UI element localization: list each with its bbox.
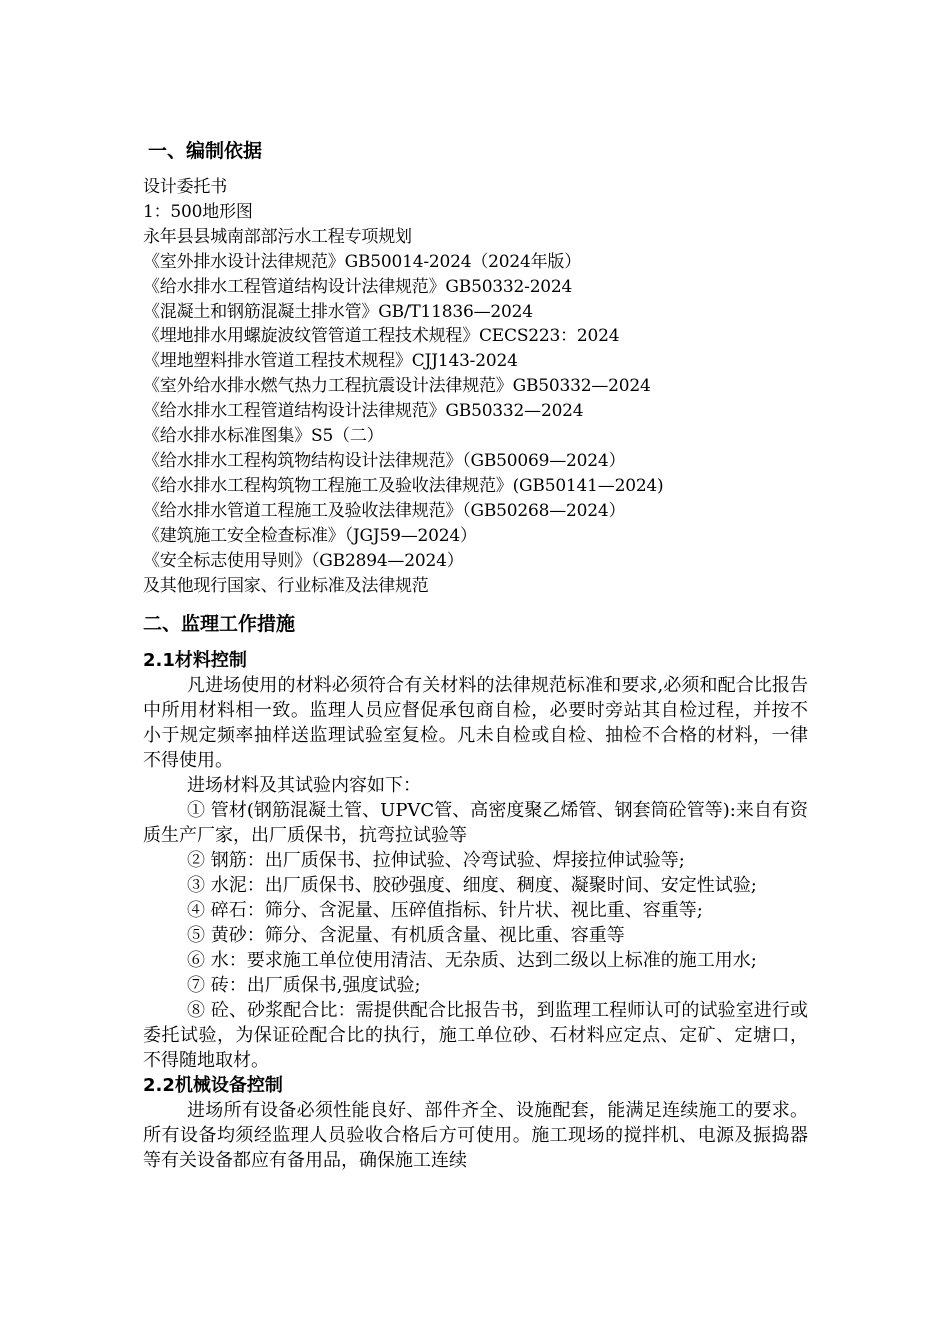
reference-item: 《给水排水标准图集》S5（二）: [143, 426, 384, 447]
reference-item: 《室外给水排水燃气热力工程抗震设计法律规范》GB50332—2024: [143, 376, 651, 397]
reference-item: 《给水排水工程构筑物结构设计法律规范》（GB50069—2024）: [143, 450, 626, 471]
list-item: ② 钢筋：出厂质保书、拉伸试验、冷弯试验、焊接拉伸试验等;: [187, 850, 685, 871]
list-item: ⑦ 砖：出厂质保书,强度试验;: [187, 975, 421, 996]
list-item: ④ 碎石：筛分、含泥量、压碎值指标、针片状、视比重、容重等;: [187, 900, 703, 921]
list-item: ⑧ 砼、砂浆配合比：需提供配合比报告书，到监理工程师认可的试验室进行或委托试验，为保证砼配合比的执行，施工单位砂、石材料应定点、定矿、定塘口，不得随地取材。: [143, 1000, 808, 1071]
list-item: ⑤ 黄砂：筛分、含泥量、有机质含量、视比重、容重等: [187, 925, 625, 946]
subsection-heading-materials: 2.1材料控制: [143, 650, 247, 671]
section2-heading: 二、监理工作措施: [143, 613, 296, 635]
reference-item: 《给水排水管道工程施工及验收法律规范》（GB50268—2024）: [143, 500, 626, 521]
reference-item: 《给水排水工程管道结构设计法律规范》GB50332—2024: [143, 401, 584, 422]
reference-item: 《给水排水工程管道结构设计法律规范》GB50332-2024: [143, 276, 573, 297]
reference-item: 《混凝土和钢筋混凝土排水管》GB/T11836—2024: [143, 301, 533, 322]
reference-item: 永年县县城南部部污水工程专项规划: [143, 226, 412, 247]
reference-item: 1：500地形图: [143, 201, 253, 222]
reference-item: 《室外排水设计法律规范》GB50014-2024（2024年版）: [143, 251, 582, 272]
reference-item: 《埋地排水用螺旋波纹管管道工程技术规程》CECS223：2024: [143, 326, 620, 347]
section1-heading: 一、编制依据: [148, 140, 263, 162]
list-item: ① 管材(钢筋混凝土管、UPVC管、高密度聚乙烯管、钢套筒砼管等):来自有资质生产厂家，出厂质保书，抗弯拉试验等: [143, 800, 808, 846]
list-item: ⑥ 水：要求施工单位使用清洁、无杂质、达到二级以上标准的施工用水;: [187, 950, 757, 971]
paragraph: 进场所有设备必须性能良好、部件齐全、设施配套，能满足连续施工的要求。所有设备均须经监理人员验收合格后方可使用。施工现场的搅拌机、电源及振捣器等有关设备都应有备用品，确保施工连续: [143, 1100, 808, 1171]
reference-item: 《安全标志使用导则》（GB2894—2024）: [143, 550, 464, 571]
reference-list: [143, 175, 663, 598]
reference-item: 《建筑施工安全检查标准》（JGJ59—2024）: [143, 525, 477, 546]
reference-item: 及其他现行国家、行业标准及法律规范: [143, 575, 429, 596]
paragraph: 凡进场使用的材料必须符合有关材料的法律规范标准和要求,必须和配合比报告中所用材料相一致。监理人员应督促承包商自检，必要时旁站其自检过程，并按不小于规定频率抽样送监理试验室复检。凡未自检或自检、抽检不合格的材料，一律不得使用。: [143, 675, 808, 771]
list-item: ③ 水泥：出厂质保书、胶砂强度、细度、稠度、凝聚时间、安定性试验;: [187, 875, 757, 896]
reference-item: 《给水排水工程构筑物工程施工及验收法律规范》(GB50141—2024): [143, 475, 664, 496]
subsection-heading-equipment: 2.2机械设备控制: [143, 1075, 283, 1096]
reference-item: 《埋地塑料排水管道工程技术规程》CJJ143-2024: [143, 351, 518, 372]
reference-item: 设计委托书: [143, 177, 227, 197]
paragraph: 进场材料及其试验内容如下：: [187, 775, 421, 796]
section2-body: [143, 648, 808, 1173]
